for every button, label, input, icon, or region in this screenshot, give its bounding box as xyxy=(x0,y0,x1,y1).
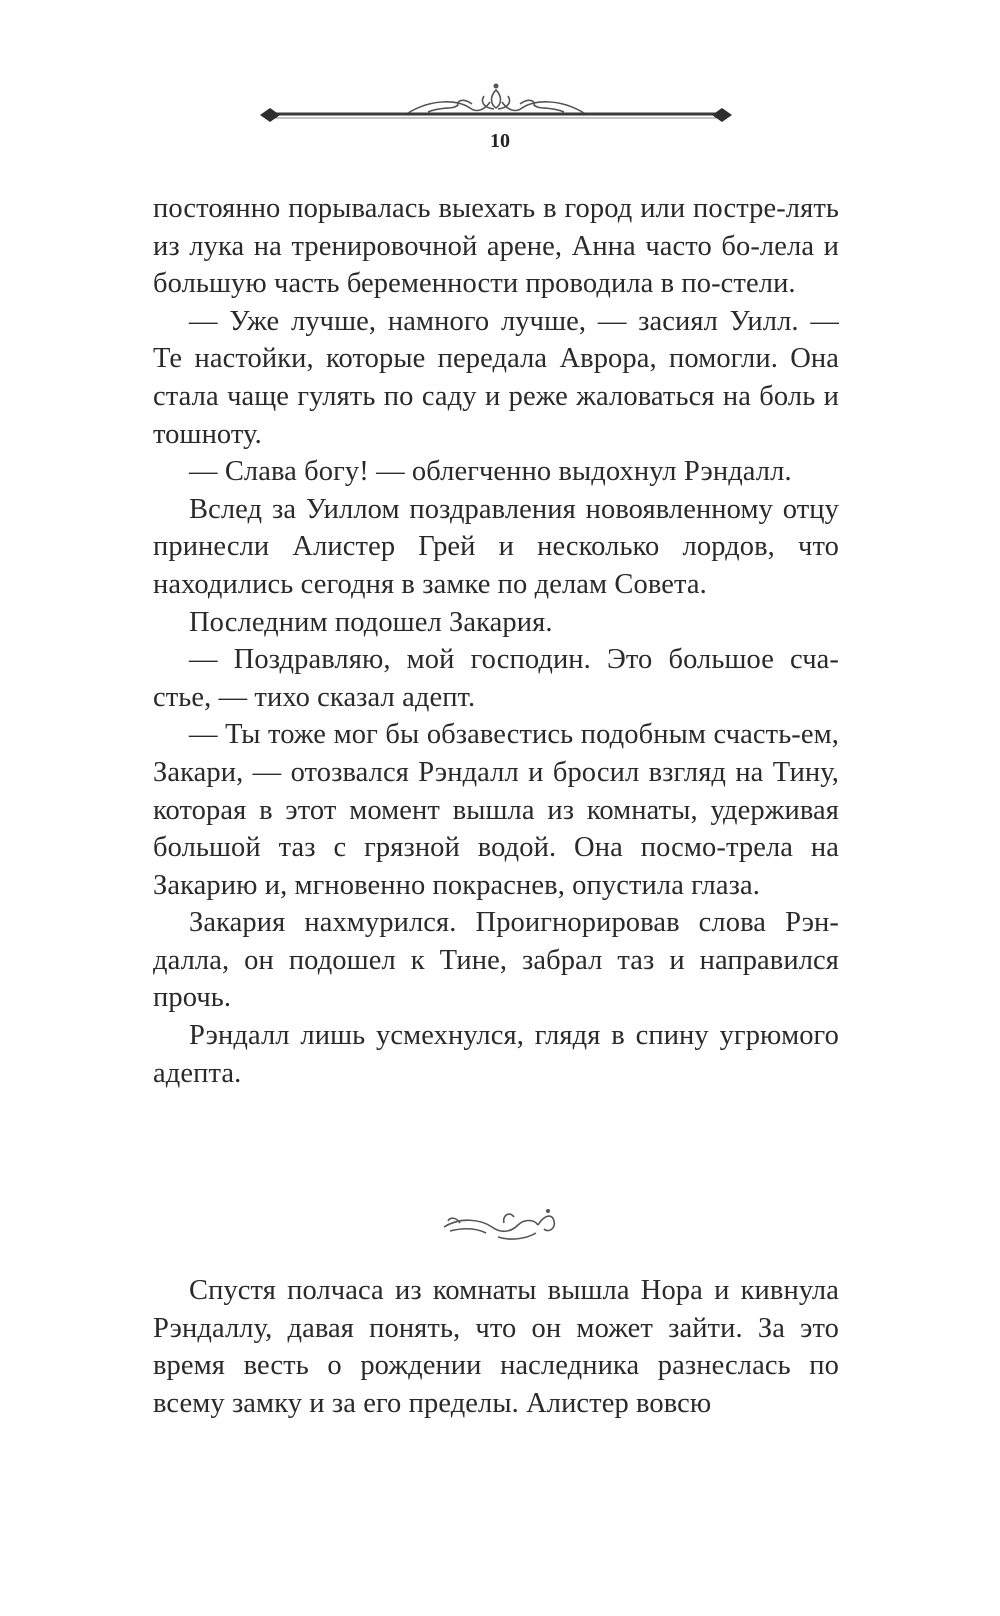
paragraph: — Ты тоже мог бы обзавестись подобным счасть-ем, Закари, — отозвался Рэндалл и бросил взгляд на Тину, которая в этот момент вышла из комнаты, удерживая большой таз с грязной водой. Она посмо-трела на Закарию и, мгновенно покраснев, опустила глаза. xyxy=(153,719,839,901)
paragraph: Вслед за Уиллом поздравления новоявленному отцу принесли Алистер Грей и несколько лордов, что находились сегодня в замке по делам Совета. xyxy=(153,493,839,600)
paragraph: Спустя полчаса из комнаты вышла Нора и кивнула Рэндаллу, давая понять, что он может зайти. За это время весть о рождении наследника разнеслась по всему замку и за его пределы. Алистер вовсю xyxy=(153,1275,839,1419)
paragraph: — Слава богу! — облегченно выдохнул Рэндалл. xyxy=(189,456,792,488)
paragraph: Закария нахмурился. Проигнорировав слова Рэн-далла, он подошел к Тине, забрал таз и направился прочь. xyxy=(153,907,839,1014)
paragraph: — Поздравляю, мой господин. Это большое сча-стье, — тихо сказал адепт. xyxy=(153,644,839,713)
paragraph: Последним подошел Закария. xyxy=(189,606,553,638)
paragraph: постоянно порывалась выехать в город или постре-лять из лука на тренировочной арене, Анна часто бо-лела и большую часть беременности проводила в по-стели. xyxy=(153,193,839,300)
header-flourish-icon xyxy=(258,78,734,128)
text-block-before-break xyxy=(153,190,839,1092)
paragraph: Рэндалл лишь усмехнулся, глядя в спину угрюмого адепта. xyxy=(153,1020,839,1089)
paragraph: — Уже лучше, намного лучше, — засиял Уилл. — Те настойки, которые передала Аврора, помогли. Она стала чаще гулять по саду и реже жаловаться на боль и тошноту. xyxy=(153,305,839,450)
page-number: 10 xyxy=(490,130,510,152)
text-block-after-break xyxy=(153,1272,839,1422)
section-break-flourish-icon xyxy=(440,1203,558,1247)
